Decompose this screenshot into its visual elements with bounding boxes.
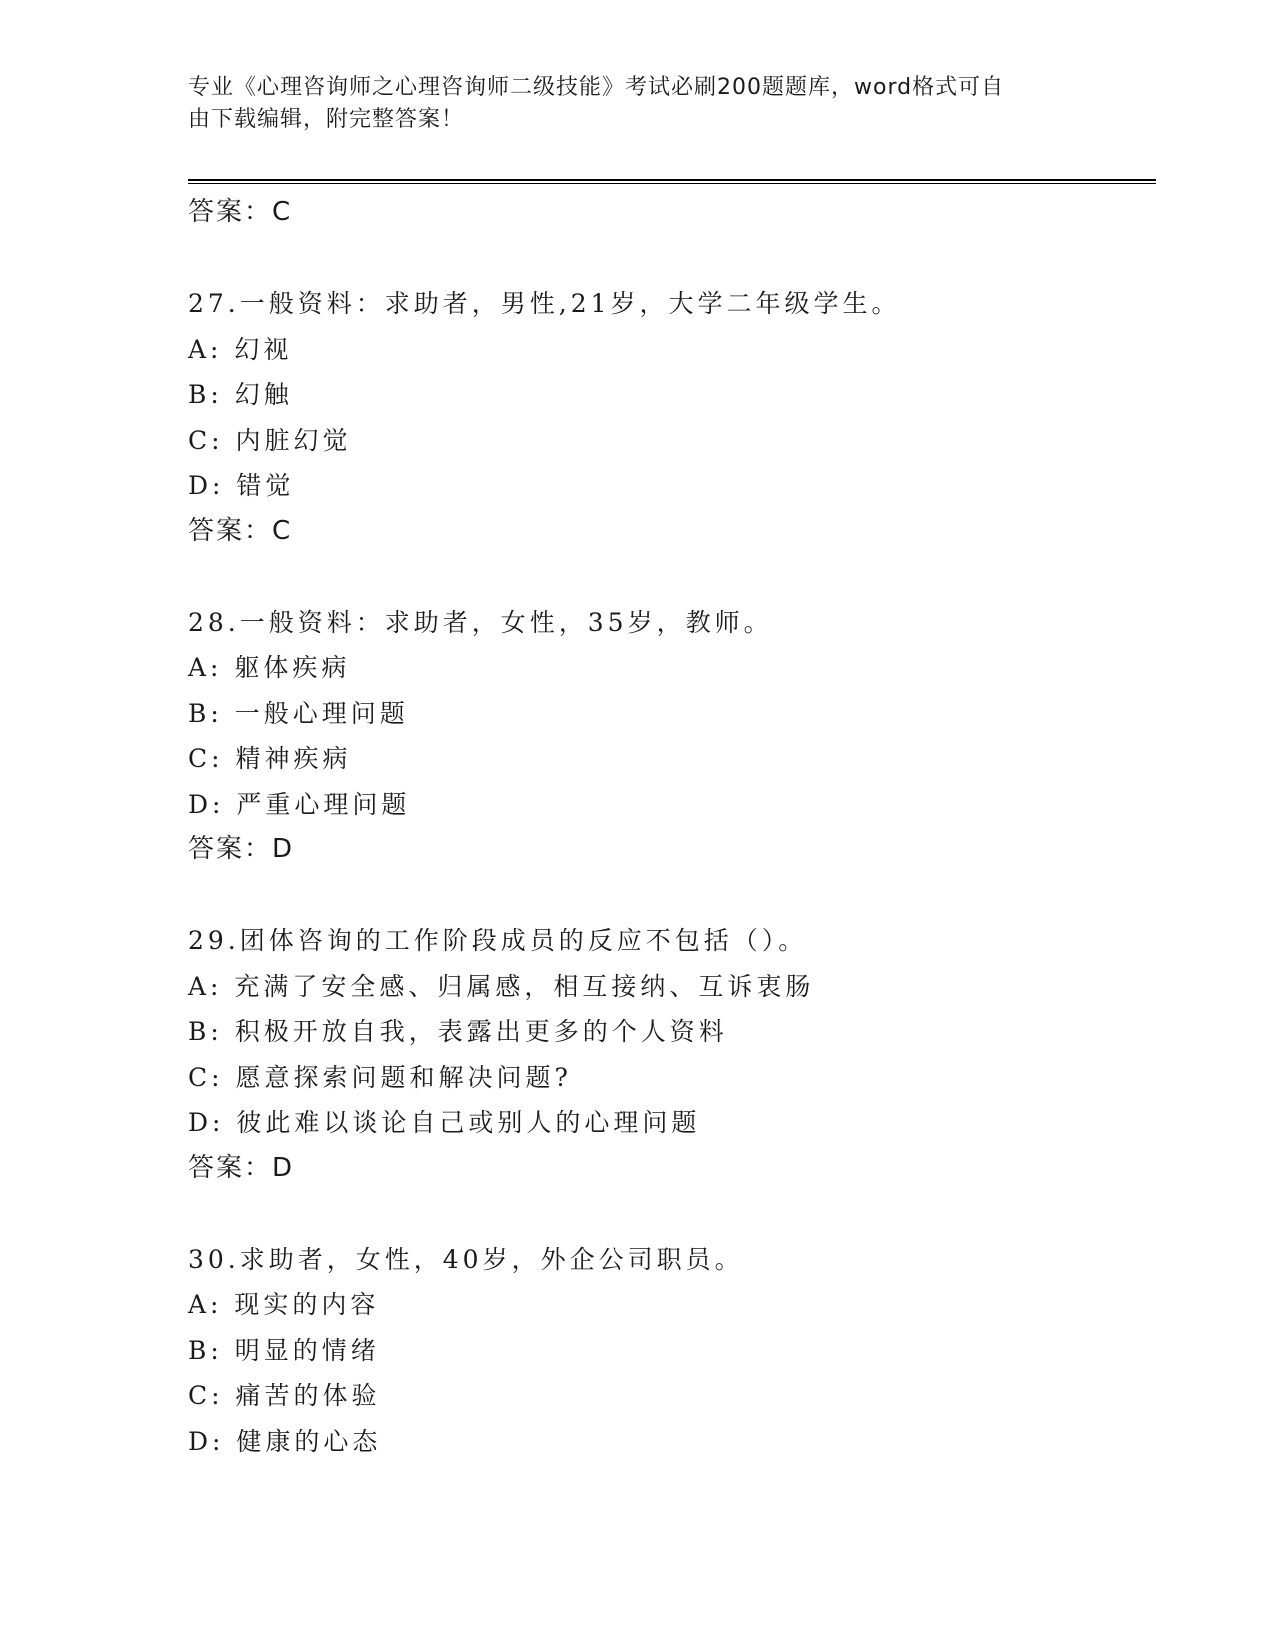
option-d: D: 错觉 bbox=[188, 471, 295, 500]
header-line-2: 由下载编辑，附完整答案！ bbox=[188, 107, 465, 132]
option-a: A: 现实的内容 bbox=[188, 1290, 380, 1319]
header-divider-thin bbox=[188, 183, 1156, 184]
option-c: C: 精神疾病 bbox=[188, 744, 352, 773]
option-a: A: 躯体疾病 bbox=[188, 653, 351, 682]
question-29 bbox=[188, 918, 1156, 1191]
previous-answer: 答案：C bbox=[188, 197, 293, 227]
spacer bbox=[188, 1191, 1156, 1237]
option-a: A: 幻视 bbox=[188, 334, 293, 364]
document-header bbox=[188, 72, 1068, 136]
question-stem: 27.一般资料：求助者，男性,21岁，大学二年级学生。 bbox=[188, 289, 901, 318]
spacer bbox=[188, 554, 1156, 600]
answer: 答案：C bbox=[188, 515, 293, 546]
option-d: D: 健康的心态 bbox=[188, 1426, 382, 1456]
option-b: B: 明显的情绪 bbox=[188, 1335, 380, 1365]
answer: 答案：D bbox=[188, 834, 295, 864]
header-divider-thick bbox=[188, 179, 1156, 181]
option-c: C: 内脏幻觉 bbox=[188, 425, 352, 455]
option-d: D: 彼此难以谈论自己或别人的心理问题 bbox=[188, 1108, 701, 1137]
option-c: C: 愿意探索问题和解决问题? bbox=[188, 1062, 572, 1092]
question-stem: 28.一般资料：求助者，女性，35岁，教师。 bbox=[188, 607, 773, 637]
option-b: B: 一般心理问题 bbox=[188, 698, 409, 728]
question-28 bbox=[188, 600, 1156, 873]
option-b: B: 积极开放自我，表露出更多的个人资料 bbox=[188, 1017, 728, 1046]
option-a: A: 充满了安全感、归属感，相互接纳、互诉衷肠 bbox=[188, 971, 815, 1001]
header-line-1: 专业《心理咨询师之心理咨询师二级技能》考试必刷200题题库，word格式可自 bbox=[188, 75, 1005, 100]
question-27 bbox=[188, 281, 1156, 554]
option-c: C: 痛苦的体验 bbox=[188, 1381, 381, 1410]
question-30 bbox=[188, 1237, 1156, 1465]
option-b: B: 幻触 bbox=[188, 380, 293, 409]
spacer bbox=[188, 236, 1156, 282]
question-stem: 29.团体咨询的工作阶段成员的反应不包括（）。 bbox=[188, 926, 808, 955]
answer: 答案：D bbox=[188, 1152, 295, 1183]
option-d: D: 严重心理问题 bbox=[188, 789, 411, 819]
spacer bbox=[188, 873, 1156, 919]
question-list bbox=[188, 190, 1156, 1464]
question-stem: 30.求助者，女性，40岁，外企公司职员。 bbox=[188, 1244, 744, 1274]
